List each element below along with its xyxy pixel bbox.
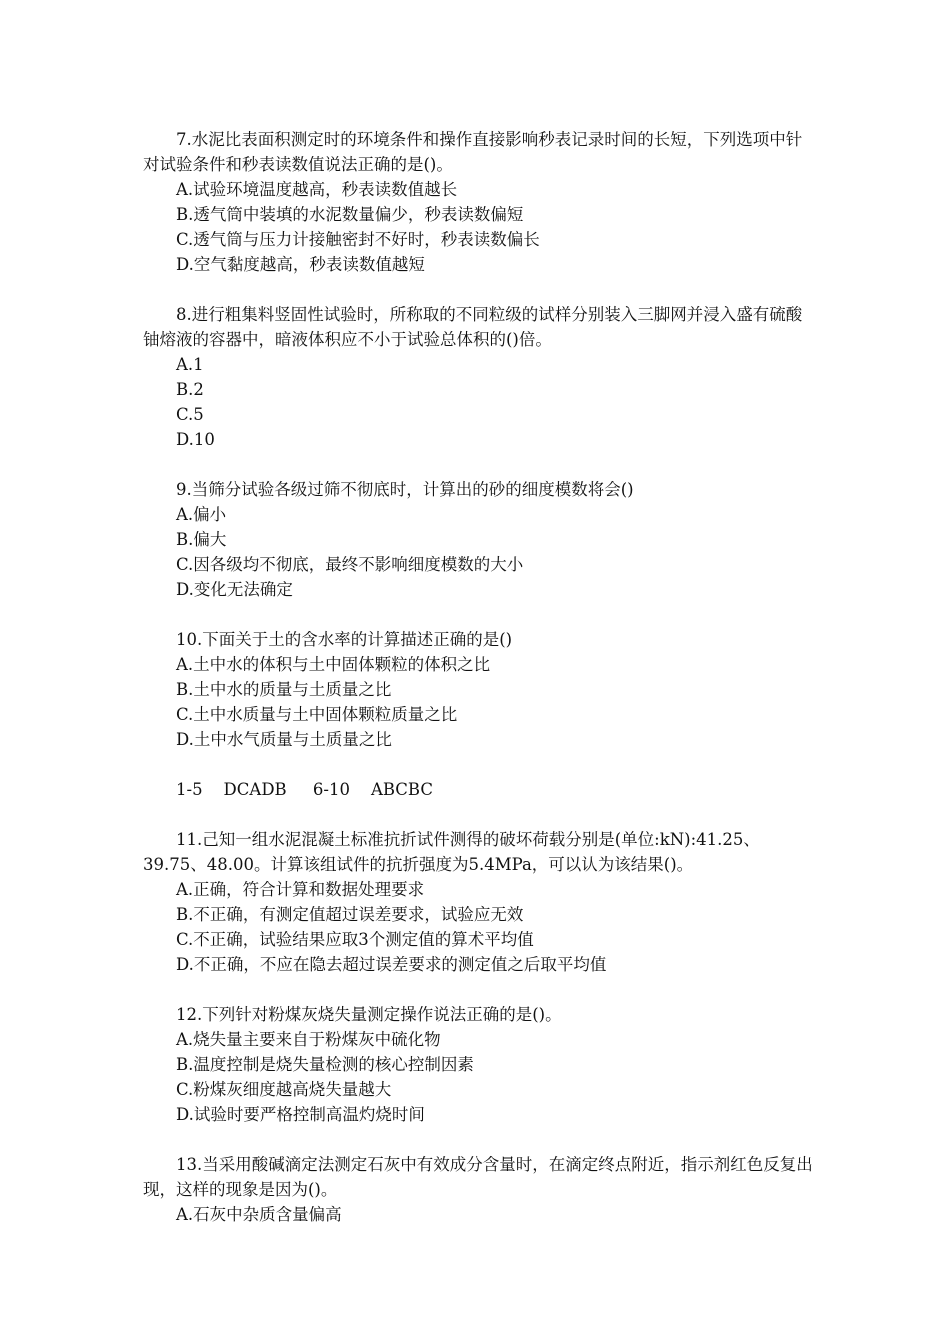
question-7	[143, 127, 813, 277]
option-b: B.透气筒中装填的水泥数量偏少，秒表读数偏短	[176, 205, 524, 224]
option-a: A.土中水的体积与土中固体颗粒的体积之比	[176, 655, 491, 674]
question-8	[143, 302, 813, 452]
question-12	[143, 1002, 813, 1127]
question-11	[143, 827, 813, 977]
option-c: C.因各级均不彻底，最终不影响细度模数的大小	[176, 555, 524, 574]
option-d: D.10	[176, 430, 215, 449]
option-b: B.2	[176, 380, 204, 399]
question-stem: 12.下列针对粉煤灰烧失量测定操作说法正确的是()。	[176, 1005, 562, 1024]
option-b: B.温度控制是烧失量检测的核心控制因素	[176, 1055, 474, 1074]
option-d: D.空气黏度越高，秒表读数值越短	[176, 255, 425, 274]
answer-key: 1-5 DCADB 6-10 ABCBC	[176, 780, 433, 799]
question-stem: 11.己知一组水泥混凝土标准抗折试件测得的破坏荷载分别是(单位:kN):41.25、39.75、48.00。计算该组试件的抗折强度为5.4MPa，可以认为该结果()。	[143, 830, 760, 874]
option-d: D.土中水气质量与土质量之比	[176, 730, 392, 749]
option-c: C.粉煤灰细度越高烧失量越大	[176, 1080, 392, 1099]
option-d: D.不正确，不应在隐去超过误差要求的测定值之后取平均值	[176, 955, 607, 974]
question-stem: 10.下面关于土的含水率的计算描述正确的是()	[176, 630, 513, 649]
question-stem: 13.当采用酸碱滴定法测定石灰中有效成分含量时，在滴定终点附近，指示剂红色反复出现，这样的现象是因为()。	[143, 1155, 813, 1199]
option-a: A.石灰中杂质含量偏高	[176, 1205, 342, 1224]
option-b: B.土中水的质量与土质量之比	[176, 680, 392, 699]
question-stem: 7.水泥比表面积测定时的环境条件和操作直接影响秒表记录时间的长短，下列选项中针对试验条件和秒表读数值说法正确的是()。	[143, 130, 803, 174]
question-10	[143, 627, 813, 752]
question-13	[143, 1152, 813, 1227]
option-c: C.不正确，试验结果应取3个测定值的算术平均值	[176, 930, 534, 949]
option-a: A.偏小	[176, 505, 227, 524]
option-d: D.变化无法确定	[176, 580, 293, 599]
option-c: C.土中水质量与土中固体颗粒质量之比	[176, 705, 458, 724]
option-a: A.烧失量主要来自于粉煤灰中硫化物	[176, 1030, 441, 1049]
question-9	[143, 477, 813, 602]
option-a: A.试验环境温度越高，秒表读数值越长	[176, 180, 458, 199]
option-a: A.1	[176, 355, 204, 374]
option-c: C.透气筒与压力计接触密封不好时，秒表读数偏长	[176, 230, 540, 249]
question-stem: 9.当筛分试验各级过筛不彻底时，计算出的砂的细度模数将会()	[176, 480, 634, 499]
option-b: B.偏大	[176, 530, 227, 549]
option-a: A.正确，符合计算和数据处理要求	[176, 880, 425, 899]
document-content	[143, 127, 813, 1252]
option-d: D.试验时要严格控制高温灼烧时间	[176, 1105, 425, 1124]
question-stem: 8.进行粗集料竖固性试验时，所称取的不同粒级的试样分别装入三脚网并浸入盛有硫酸铀熔液的容器中，暗液体积应不小于试验总体积的()倍。	[143, 305, 803, 349]
option-b: B.不正确，有测定值超过误差要求，试验应无效	[176, 905, 524, 924]
option-c: C.5	[176, 405, 204, 424]
